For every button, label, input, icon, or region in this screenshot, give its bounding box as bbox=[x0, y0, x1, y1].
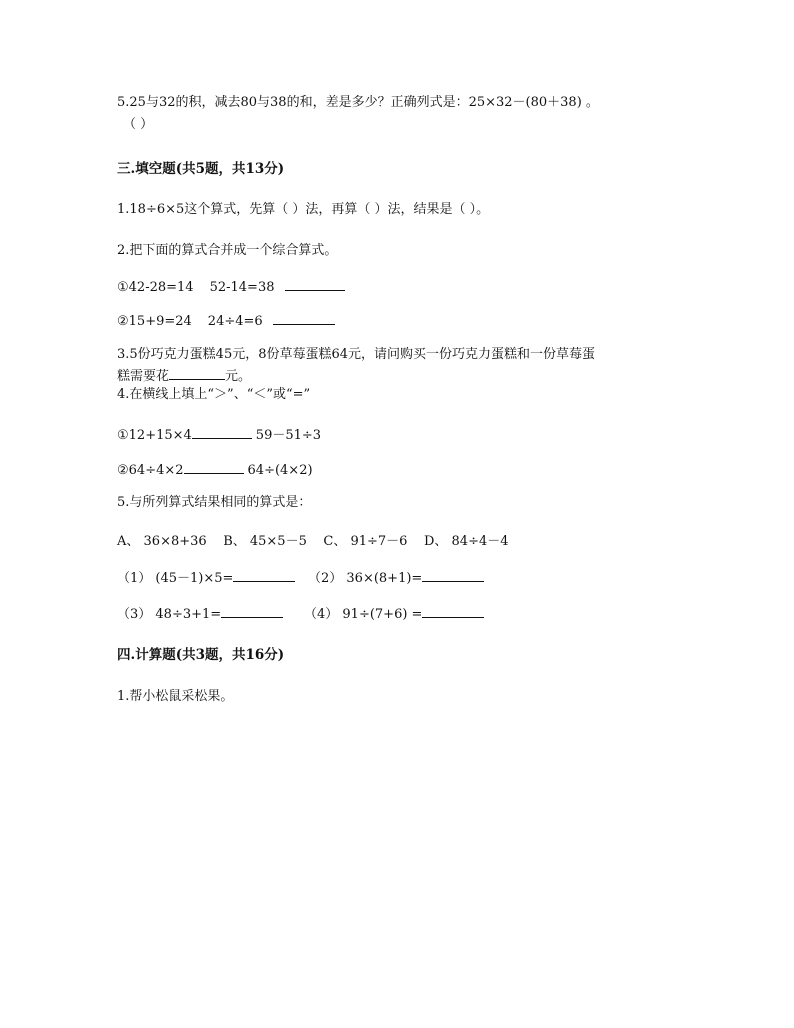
answer-bracket: （ ） bbox=[123, 117, 154, 132]
answer-blank[interactable] bbox=[233, 569, 295, 582]
question-text bbox=[117, 367, 251, 386]
fill-row bbox=[308, 569, 484, 588]
equation: ②15+9=24 bbox=[117, 314, 192, 329]
expression: 59－51÷3 bbox=[255, 428, 322, 443]
answer-blank[interactable] bbox=[192, 426, 252, 439]
answer-blank[interactable] bbox=[273, 312, 335, 325]
question-text: 4.在横线上填上“＞”、“＜”或“=” bbox=[117, 387, 311, 402]
answer-blank[interactable] bbox=[285, 278, 345, 291]
expression: 64÷(4×2) bbox=[247, 463, 313, 478]
comparison-row bbox=[117, 461, 313, 480]
answer-blank[interactable] bbox=[184, 461, 244, 474]
equation-row bbox=[117, 312, 335, 331]
question-text: 5.与所列算式结果相同的算式是： bbox=[117, 495, 312, 510]
question-text: 3.5份巧克力蛋糕45元，8份草莓蛋糕64元，请问购买一份巧克力蛋糕和一份草莓蛋 bbox=[117, 347, 596, 362]
question-text: 5.25与32的积，减去80与38的和，差是多少？正确列式是：25×32－(80＋38) 。 bbox=[117, 95, 599, 110]
answer-blank[interactable] bbox=[169, 367, 225, 380]
equation-row bbox=[117, 278, 345, 297]
answer-blank[interactable] bbox=[221, 605, 283, 618]
question-text: 1.18÷6×5这个算式，先算（ ）法，再算（ ）法，结果是（ ）。 bbox=[117, 202, 490, 217]
options-row: A、 36×8+36 B、 45×5－5 C、 91÷7－6 D、 84÷4－4 bbox=[117, 534, 509, 549]
answer-blank[interactable] bbox=[422, 605, 484, 618]
expression: （4） 91÷(7+6) = bbox=[304, 607, 423, 622]
answer-blank[interactable] bbox=[422, 569, 484, 582]
text-segment: 糕需要花 bbox=[117, 369, 170, 384]
text-segment: 元。 bbox=[225, 369, 252, 384]
question-text: 2.把下面的算式合并成一个综合算式。 bbox=[117, 243, 338, 258]
equation: ①42-28=14 bbox=[117, 280, 194, 295]
expression: （1） (45－1)×5= bbox=[117, 571, 234, 586]
equation: 24÷4=6 bbox=[207, 314, 263, 329]
expression: ①12+15×4 bbox=[117, 428, 192, 443]
expression: （2） 36×(8+1)= bbox=[308, 571, 423, 586]
fill-row bbox=[117, 569, 295, 588]
fill-row bbox=[304, 605, 484, 624]
expression: ②64÷4×2 bbox=[117, 463, 184, 478]
expression: （3） 48÷3+1= bbox=[117, 607, 222, 622]
fill-row bbox=[117, 605, 283, 624]
comparison-row bbox=[117, 426, 321, 445]
question-text: 1.帮小松鼠采松果。 bbox=[117, 689, 234, 704]
section-heading: 三.填空题(共5题，共13分) bbox=[117, 161, 285, 177]
section-heading: 四.计算题(共3题，共16分) bbox=[117, 647, 285, 663]
equation: 52-14=38 bbox=[209, 280, 275, 295]
